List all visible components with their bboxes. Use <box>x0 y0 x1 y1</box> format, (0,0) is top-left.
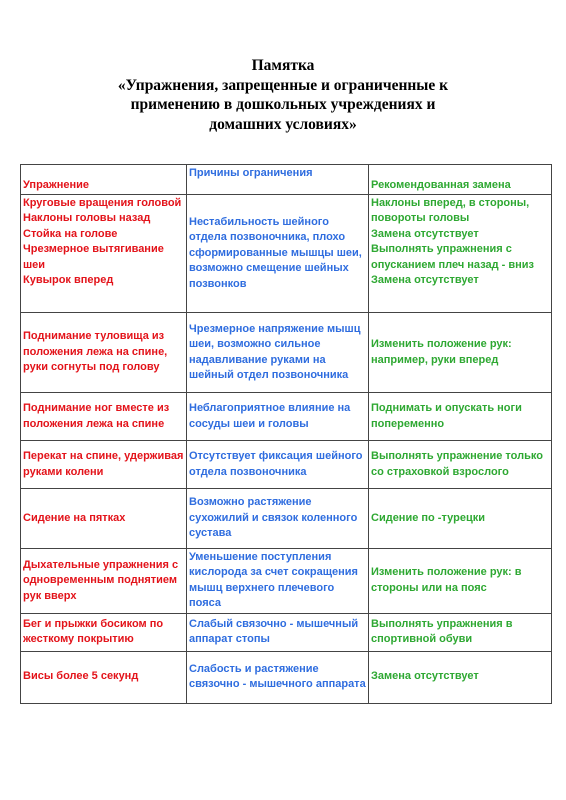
replacement-cell <box>369 195 552 313</box>
exercise-text: Стойка на голове <box>23 227 118 240</box>
replacement-text: Поднимать и опускать ноги попеременно <box>371 402 522 430</box>
exercise-text: Чрезмерное вытягивание шеи <box>23 243 164 271</box>
exercise-cell <box>21 441 187 489</box>
exercise-text: Кувырок вперед <box>23 274 114 287</box>
header-reason: Причины ограничения <box>187 165 369 195</box>
table-header-row <box>21 165 552 195</box>
table-row <box>21 549 552 614</box>
reason-cell <box>187 613 369 651</box>
reason-text: Слабый связочно - мышечный аппарат стопы <box>189 617 359 646</box>
reason-cell <box>187 313 369 393</box>
exercise-cell <box>21 613 187 651</box>
reason-cell <box>187 651 369 703</box>
header-exercise: Упражнение <box>21 165 187 195</box>
table-row <box>21 441 552 489</box>
exercise-text: Перекат на спине, удерживая руками колени <box>23 450 184 478</box>
exercise-text: Сидение на пятках <box>23 511 126 524</box>
exercise-text: Дыхательные упражнения с одновременным поднятием рук вверх <box>23 558 179 602</box>
document-title <box>0 56 566 134</box>
replacement-cell <box>369 489 552 549</box>
replacement-text: Изменить положение рук: в стороны или на пояс <box>371 566 522 594</box>
exercise-text: Бег и прыжки босиком по жесткому покрытию <box>23 617 164 646</box>
replacement-text: Замена отсутствует <box>371 227 479 240</box>
exercise-text: Поднимание ног вместе из положения лежа на спине <box>23 402 170 430</box>
table-row <box>21 393 552 441</box>
exercise-cell <box>21 489 187 549</box>
table-row <box>21 651 552 703</box>
reason-cell <box>187 489 369 549</box>
replacement-text: Замена отсутствует <box>371 274 479 287</box>
replacement-text: Замена отсутствует <box>371 670 479 683</box>
replacement-cell <box>369 549 552 614</box>
replacement-text: Изменить положение рук: например, руки вперед <box>371 338 512 366</box>
title-line: домашних условиях» <box>209 115 357 133</box>
reason-text: Чрезмерное напряжение мышц шеи, возможно сильное надавливание руками на шейный отдел позвоночника <box>189 322 361 381</box>
replacement-cell <box>369 651 552 703</box>
table-row <box>21 613 552 651</box>
reason-cell <box>187 549 369 614</box>
replacement-cell <box>369 313 552 393</box>
reason-text: Слабость и растяжение связочно - мышечного аппарата <box>189 662 366 691</box>
reason-text: Неблагоприятное влияние на сосуды шеи и головы <box>189 402 351 430</box>
exercise-cell <box>21 195 187 313</box>
replacement-cell <box>369 441 552 489</box>
reason-text: Нестабильность шейного отдела позвоночника, плохо сформированные мышцы шеи, возможно смещение шейных позвонков <box>189 215 362 290</box>
replacement-cell <box>369 393 552 441</box>
exercise-text: Круговые вращения головой <box>23 197 182 209</box>
replacement-text: Выполнять упражнения с опусканием плеч назад - вниз <box>371 243 535 271</box>
exercise-text: Висы более 5 секунд <box>23 670 139 683</box>
table-row <box>21 313 552 393</box>
reason-text: Уменьшение поступления кислорода за счет сокращения мышц верхнего плечевого пояса <box>189 551 358 610</box>
replacement-text: Выполнять упражнение только со страховкой взрослого <box>371 450 543 478</box>
exercise-cell <box>21 651 187 703</box>
reason-cell <box>187 195 369 313</box>
exercise-cell <box>21 393 187 441</box>
reason-cell <box>187 441 369 489</box>
header-replacement: Рекомендованная замена <box>369 165 552 195</box>
exercise-cell <box>21 549 187 614</box>
replacement-cell <box>369 613 552 651</box>
replacement-text: Сидение по -турецки <box>371 511 485 524</box>
table-row <box>21 195 552 313</box>
exercise-table <box>20 164 552 704</box>
reason-cell <box>187 393 369 441</box>
reason-text: Отсутствует фиксация шейного отдела позвоночника <box>189 450 363 478</box>
reason-text: Возможно растяжение сухожилий и связок коленного сустава <box>189 496 358 540</box>
replacement-text: Выполнять упражнения в спортивной обуви <box>371 617 513 646</box>
title-line: Памятка <box>251 57 315 74</box>
title-line: «Упражнения, запрещенные и ограниченные к <box>117 76 449 94</box>
exercise-cell <box>21 313 187 393</box>
title-line: применению в дошкольных учреждениях и <box>130 96 436 113</box>
replacement-text: Наклоны вперед, в стороны, повороты головы <box>371 197 530 225</box>
table-row <box>21 489 552 549</box>
exercise-text: Поднимание туловища из положения лежа на спине, руки согнуты под голову <box>23 330 168 374</box>
exercise-text: Наклоны головы назад <box>23 212 151 225</box>
